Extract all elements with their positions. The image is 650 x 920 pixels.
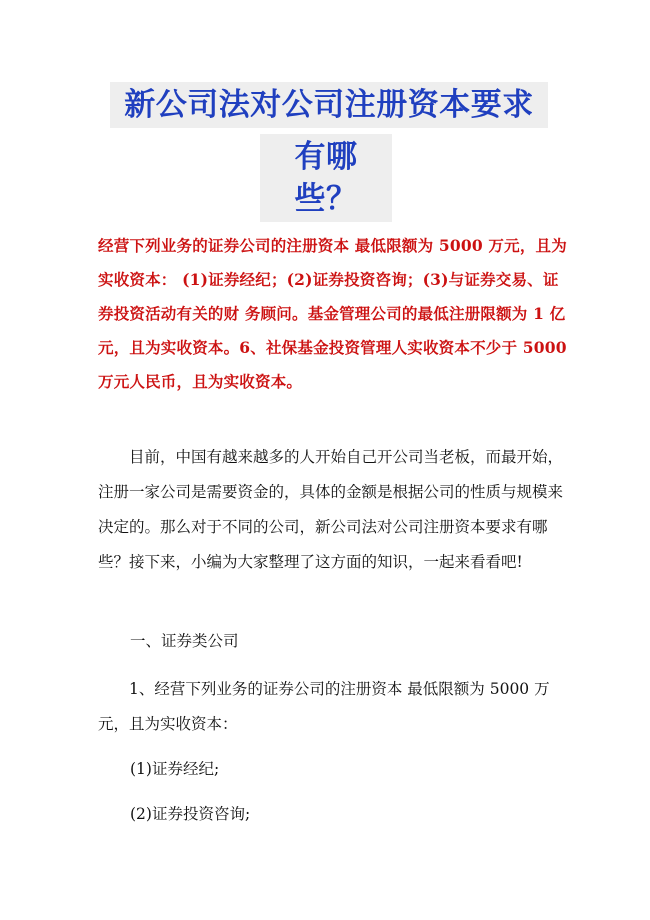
list-item-b: (2)证券投资咨询; [130,805,251,823]
list-item-1: 1、经营下列业务的证券公司的注册资本 最低限额为 5000 万元，且为实收资本： [98,680,550,733]
list-item-a: (1)证券经纪; [130,760,220,778]
page-title-line-1: 新公司法对公司注册资本要求 [110,82,548,128]
intro-paragraph: 目前，中国有越来越多的人开始自己开公司当老板，而最开始，注册一家公司是需要资金的，具体的金额是根据公司的性质与规模来决定的。那么对于不同的公司，新公司法对公司注册资本要求有哪些？接下来，小编为大家整理了这方面的知识，一起来看看吧! [98,448,564,571]
highlight-paragraph: 经营下列业务的证券公司的注册资本 最低限额为 5000 万元，且为实收资本： (1)证券经纪；(2)证券投资咨询；(3)与证券交易、证券投资活动有关的财 务顾问。基金管理公司的最低注册限额为 1 亿 元，且为实收资本。6、社保基金投资管理人实收资本不少于 5000 万元人民币，且为实收资本。 [98,236,567,391]
section-heading: 一、证券类公司 [130,632,239,650]
page-title-line-2: 有哪些？ [260,134,392,222]
